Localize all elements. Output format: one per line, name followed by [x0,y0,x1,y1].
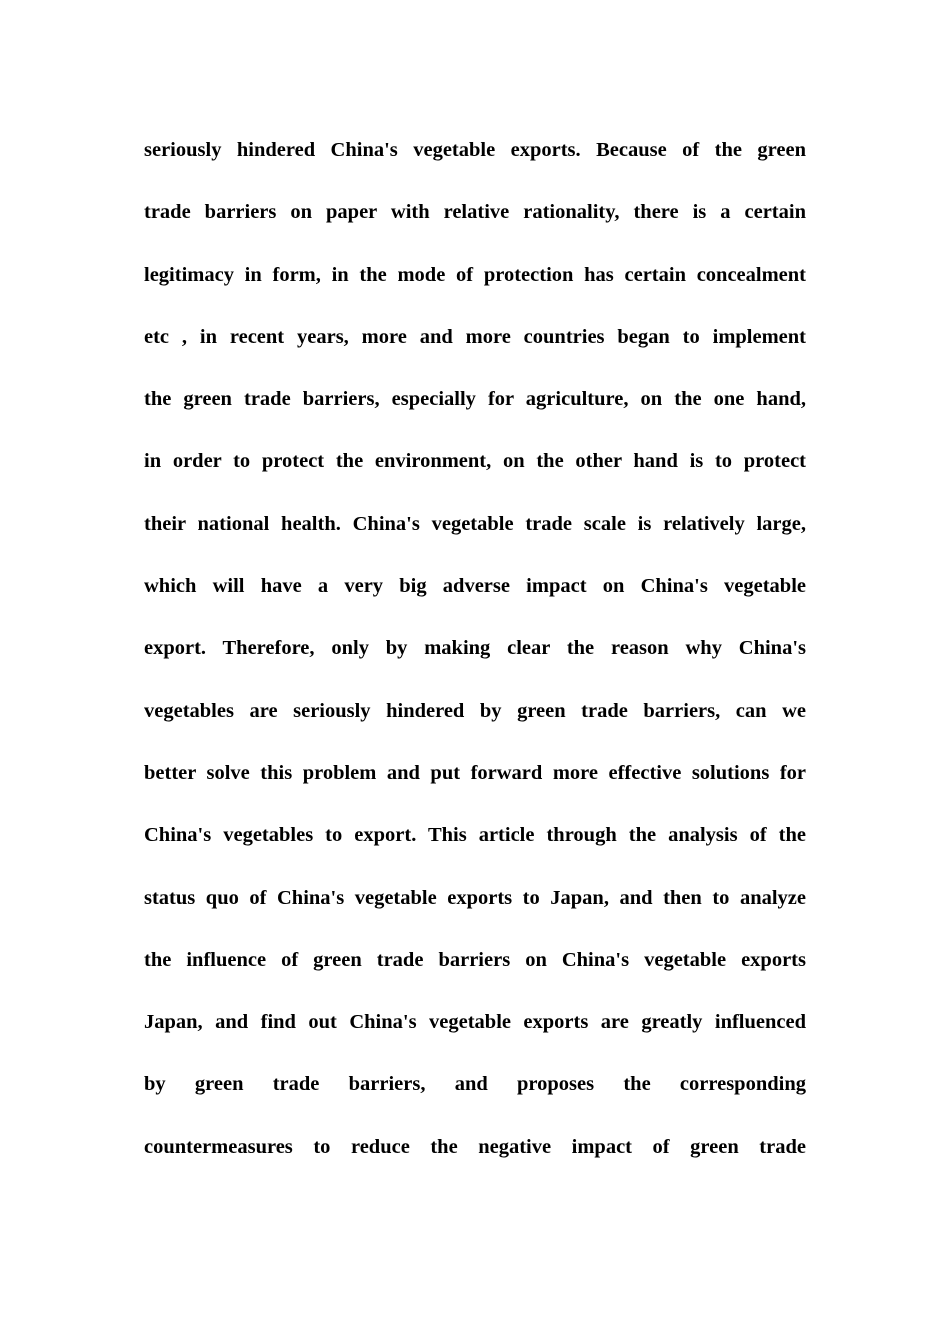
text-line: by green trade barriers, and proposes the corresponding [144,1073,806,1096]
text-line: which will have a very big adverse impact on China's vegetable [144,575,806,598]
text-line: countermeasures to reduce the negative impact of green trade [144,1135,806,1158]
text-line: their national health. China's vegetable trade scale is relatively large, [144,512,806,535]
text-line: status quo of China's vegetable exports to Japan, and then to analyze [144,886,806,909]
body-paragraph [144,119,806,1178]
text-line: legitimacy in form, in the mode of protection has certain concealment [144,263,806,286]
text-line: vegetables are seriously hindered by green trade barriers, can we [144,699,806,722]
text-line: better solve this problem and put forward more effective solutions for [144,761,806,784]
text-line: the influence of green trade barriers on China's vegetable exports [144,948,806,971]
text-line: Japan, and find out China's vegetable exports are greatly influenced [144,1011,806,1034]
text-line: export. Therefore, only by making clear the reason why China's [144,637,806,660]
text-line: the green trade barriers, especially for agriculture, on the one hand, [144,388,806,411]
text-line: in order to protect the environment, on the other hand is to protect [144,450,806,473]
text-line: etc , in recent years, more and more countries began to implement [144,325,806,348]
text-line: seriously hindered China's vegetable exports. Because of the green [144,139,806,161]
text-line: China's vegetables to export. This article through the analysis of the [144,824,806,847]
text-line: trade barriers on paper with relative rationality, there is a certain [144,201,806,224]
